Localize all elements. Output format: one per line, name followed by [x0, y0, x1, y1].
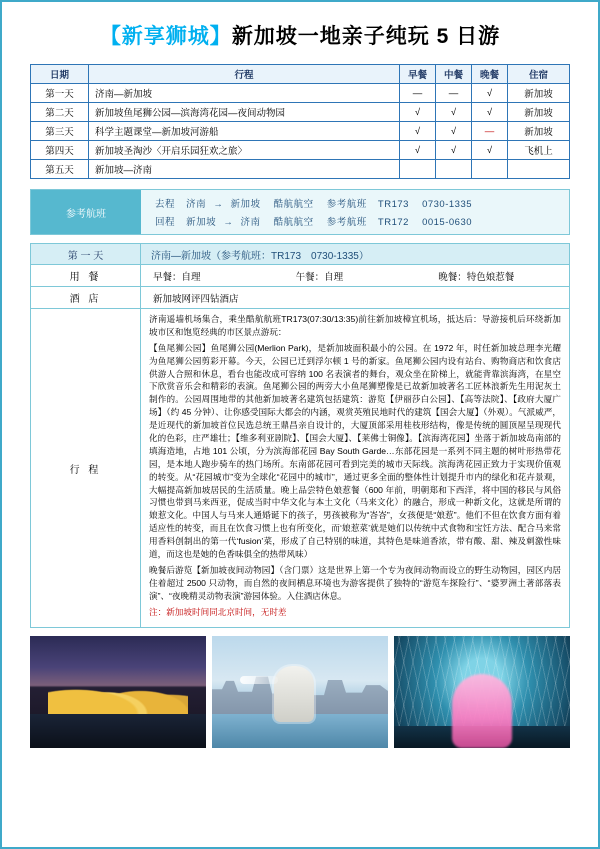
cell-route: 新加坡鱼尾狮公园—滨海湾花园—夜间动物园: [89, 103, 400, 122]
cell-route: 新加坡—济南: [89, 160, 400, 179]
cell-breakfast: —: [400, 84, 436, 103]
inbound-number: TR172: [377, 217, 409, 228]
title-main: 新加坡一地亲子纯玩 5 日游: [231, 25, 501, 48]
cell-lunch: √: [436, 122, 472, 141]
itinerary-body: [141, 309, 569, 627]
hotel-value: 新加坡网评四钻酒店: [153, 293, 239, 305]
table-row: [31, 103, 570, 122]
itinerary-label: 行 程: [31, 309, 141, 627]
cell-dinner: —: [472, 122, 508, 141]
outbound-airline: 酷航航空: [273, 199, 314, 210]
meals-row: [30, 265, 570, 287]
outbound-dir: 去程: [155, 199, 176, 210]
cell-route: 济南—新加坡: [89, 84, 400, 103]
cell-hotel: 新加坡: [508, 103, 570, 122]
col-hotel: 住宿: [508, 65, 570, 84]
outbound-from: 济南: [186, 199, 207, 210]
flight-row-inbound: [141, 212, 569, 230]
photo-gardens-by-the-bay: [394, 636, 570, 748]
table-row: [31, 122, 570, 141]
cell-route: 新加坡圣淘沙〈开启乐园狂欢之旅〉: [89, 141, 400, 160]
cell-lunch: [436, 160, 472, 179]
arrow-icon: →: [223, 217, 234, 228]
flight-row-outbound: [141, 194, 569, 212]
schedule-table: [30, 64, 570, 179]
document-inner: [8, 8, 592, 841]
col-breakfast: 早餐: [400, 65, 436, 84]
meal-dinner: 晚餐：特色娘惹餐: [438, 271, 515, 283]
itinerary-paragraph-1: 济南遥墙机场集合，乘坐酷航航班TR173(07:30/13:35)前往新加坡樟宜机场，抵达后：导游接机后环绕新加坡市区和饱览经典的市区景点游玩：: [149, 314, 561, 337]
cell-dinner: √: [472, 103, 508, 122]
meal-lunch: 午餐：自理: [295, 271, 344, 283]
cell-breakfast: √: [400, 103, 436, 122]
inbound-to: 济南: [240, 217, 261, 228]
itinerary-row: [30, 309, 570, 628]
title-bracket: 【新享狮城】: [99, 25, 232, 48]
itinerary-paragraph-3: 晚餐后游览【新加坡夜间动物园】（含门票）这是世界上第一个专为夜间动物而设立的野生动物园，园区内居住着超过 2500 只动物，而自然的夜间栖息环境也为游客提供了独特的“游览车探险行”、“婆罗洲土著部落表演”、“夜晚精灵动物表演”游园体验。入住酒店休息。: [149, 564, 561, 601]
cell-hotel: 新加坡: [508, 84, 570, 103]
photo-strip: [30, 636, 570, 748]
cell-lunch: —: [436, 84, 472, 103]
hotel-label: 酒 店: [31, 287, 141, 308]
cell-lunch: √: [436, 103, 472, 122]
cell-dinner: √: [472, 141, 508, 160]
photo-artscience-museum: [30, 636, 206, 748]
hotel-row: [30, 287, 570, 309]
outbound-to: 新加坡: [230, 199, 261, 210]
page-title: [8, 8, 592, 60]
table-row: [31, 141, 570, 160]
cell-breakfast: √: [400, 141, 436, 160]
cell-date: 第一天: [31, 84, 89, 103]
cell-date: 第四天: [31, 141, 89, 160]
col-route: 行程: [89, 65, 400, 84]
cell-date: 第二天: [31, 103, 89, 122]
inbound-from: 新加坡: [186, 217, 217, 228]
col-date: 日期: [31, 65, 89, 84]
table-row: [31, 84, 570, 103]
col-lunch: 中餐: [436, 65, 472, 84]
outbound-time: 0730-1335: [422, 199, 473, 210]
itinerary-note: 注：新加坡时间同北京时间，无时差: [149, 606, 287, 617]
day-label: 第 一 天: [31, 244, 141, 264]
flight-reference-label: 参考航班: [31, 190, 141, 234]
itinerary-paragraph-2: 【鱼尾狮公园】鱼尾狮公园(Merlion Park)，是新加坡面积最小的公园。在 1972 年，时任新加坡总理李光耀为鱼尾狮公园剪彩开幕。今天，公园已迁到浮尔顿 1 号的新家。鱼尾狮公园内设有站台、购物商店和饮食店供游人合照和休息，看台也能改成可容纳 100 名表演者的舞台，观众坐在阶梯上，就能背靠滨海湾，在星空下欣赏音乐会和精彩的表演。鱼尾狮公园的两旁大小鱼尾狮塑像是已故新加坡著名工匠林浪新先生用泥灰土制作的。公园周围地带的其他新加坡著名建筑包括建筑：游览【伊丽莎白公园】、【高等法院】、【政府大厦广场】（约 45 分钟）、让你感受国际大都会的内涵，观赏英殖民地时代的建筑【国会大厦】（外观）。气派威严，是近现代的新加坡首位民选总统王鼎昌亲自设计的，大厦顶部采用桂枝形结构，像是传统的圆顶屋呈现现代化的色彩，庄严雄壮；【维多利亚剧院】、【国会大厦】、【莱佛士铜像】。【滨海湾花园】坐落于新加坡岛南部的填海造地，占地 101 公顷，分为滨海部花园 Bay South Garde…东部花园是一系列不同主题的树叶形热带花园，是本地人跑步骑车的热门场所。东南部花园可看到完美的城市天际线。滨海湾花园正致力于实现价值观的转变。从“花园城市”变为全球化“花园中的城市”，通过更多全面的整体性计划提升市内的绿化和花卉景观，大幅提高新加坡居民的生活质量。晚上品尝特色娘惹餐（600 年前，明朝郑和下西洋，将中国的移民与风俗习惯也带到马来西亚，促成当时中华文化与本土文化（马来文化）的融合，形成一种新文化，这就是所谓的娘惹文化。中国人与马来人通婚诞下的孩子，男孩被称为“峇峇”，女孩便是“娘惹”。他们不但在饮食方面有着适应性的转变，而且在饮食习惯上也有所变化，而‘娘惹菜’就是她们以传统中式食物和宝饪方法、配合马来常用香料创制出的第一代‘fusion’菜，形成了自己特别的味道，其特色是味道香浓，带有酸、甜、辣及刺激性味道，而这也是她的色香味俱全的热带风味）: [149, 342, 561, 560]
outbound-number: TR173: [377, 199, 409, 210]
cell-dinner: [472, 160, 508, 179]
outbound-note: 参考航班: [326, 199, 367, 210]
col-dinner: 晚餐: [472, 65, 508, 84]
photo-merlion-park: [212, 636, 388, 748]
cell-dinner: √: [472, 84, 508, 103]
photo-base: [394, 726, 570, 748]
cell-date: 第五天: [31, 160, 89, 179]
day-header: [30, 243, 570, 265]
inbound-dir: 回程: [155, 217, 176, 228]
arrow-icon: →: [213, 199, 224, 210]
inbound-airline: 酷航航空: [273, 217, 314, 228]
meals-values: [141, 265, 569, 286]
inbound-time: 0015-0630: [422, 217, 473, 228]
inbound-note: 参考航班: [326, 217, 367, 228]
merlion-statue-icon: [274, 666, 314, 722]
flight-rows: [141, 190, 569, 234]
meals-label: 用 餐: [31, 265, 141, 286]
day-route: 济南—新加坡（参考航班：TR173 0730-1335）: [151, 250, 369, 262]
cell-hotel: [508, 160, 570, 179]
cell-lunch: √: [436, 141, 472, 160]
cell-breakfast: √: [400, 122, 436, 141]
flight-reference-block: [30, 189, 570, 235]
cell-breakfast: [400, 160, 436, 179]
cell-hotel: 飞机上: [508, 141, 570, 160]
schedule-header-row: [31, 65, 570, 84]
cell-hotel: 新加坡: [508, 122, 570, 141]
cell-route: 科学主题课堂—新加坡河游船: [89, 122, 400, 141]
table-row: [31, 160, 570, 179]
cell-date: 第三天: [31, 122, 89, 141]
meal-breakfast: 早餐：自理: [153, 271, 201, 283]
